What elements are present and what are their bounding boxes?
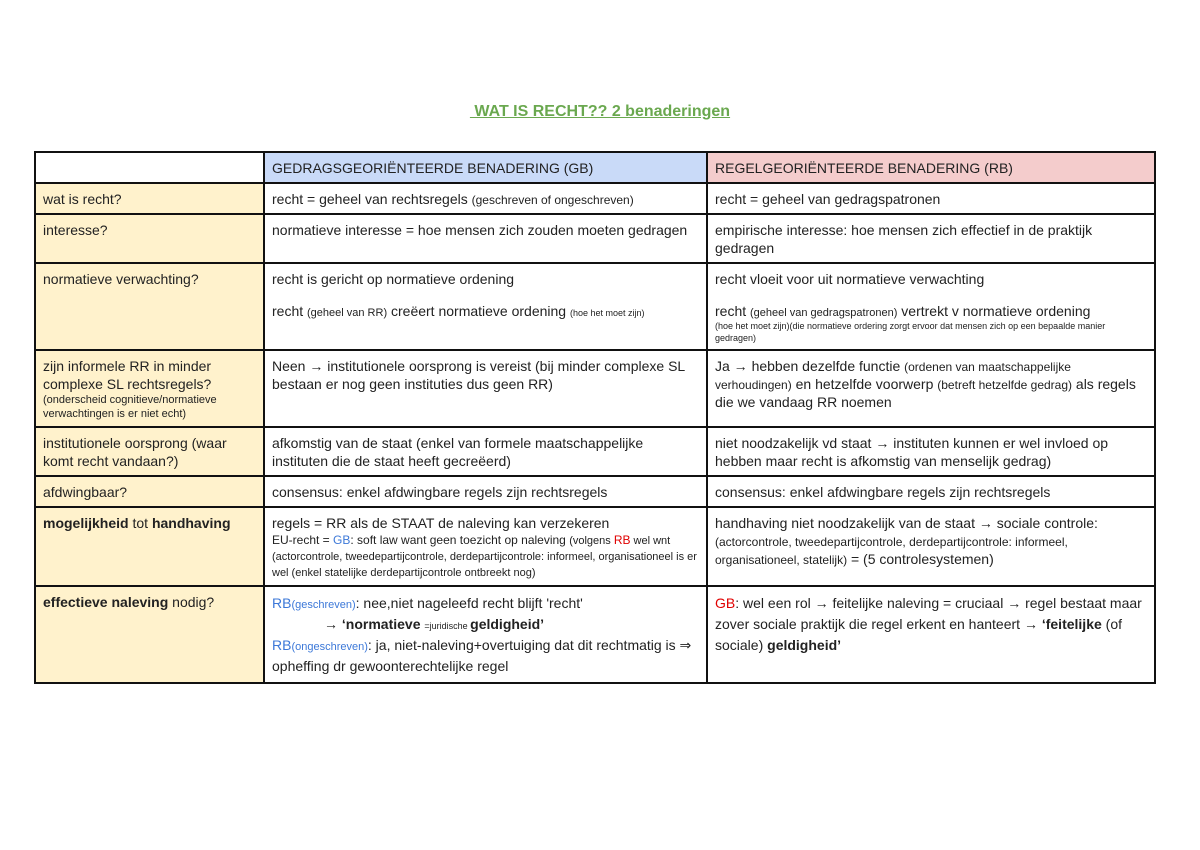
row-label <box>35 586 264 683</box>
row-label: normatieve verwachting? <box>35 263 264 350</box>
cell-note: (geschreven of ongeschreven) <box>471 193 634 207</box>
row-label-note: (onderscheid cognitieve/normatieve verwachtingen is er niet echt) <box>43 394 217 420</box>
cell-text: recht <box>272 303 308 319</box>
cell-line <box>272 593 699 614</box>
gb-cell: consensus: enkel afdwingbare regels zijn rechtsregels <box>264 476 707 507</box>
gb-cell: normatieve interesse = hoe mensen zich zouden moeten gedragen <box>264 214 707 263</box>
cell-text: vertrekt v normatieve ordening <box>897 303 1091 319</box>
row-label-text: nodig? <box>168 594 215 610</box>
rb-cell <box>707 263 1155 350</box>
row-label-text: zijn informele RR in minder complexe SL rechtsregels? <box>43 358 212 392</box>
cell-note: =juridische <box>424 621 471 631</box>
table-row <box>35 476 1155 507</box>
cell-text: : nee,niet nageleefd recht blijft 'recht' <box>355 595 583 611</box>
cell-text: Ja → hebben dezelfde functie <box>715 358 905 374</box>
header-empty-cell <box>35 152 264 183</box>
cell-line: regels = RR als de STAAT de naleving kan verzekeren <box>272 515 610 531</box>
rb-cell <box>707 350 1155 427</box>
row-label: institutionele oorsprong (waar komt recht vandaan?) <box>35 427 264 476</box>
table-row <box>35 507 1155 586</box>
cell-text: als regels die we vandaag RR noemen <box>715 376 1136 410</box>
row-label-bold: handhaving <box>151 515 231 531</box>
cell-text: geldigheid’ <box>767 637 842 653</box>
row-label: afdwingbaar? <box>35 476 264 507</box>
gb-cell <box>264 586 707 683</box>
cell-line: recht is gericht op normatieve ordening <box>272 271 515 287</box>
header-gb: GEDRAGSGEORIËNTEERDE BENADERING (GB) <box>264 152 707 183</box>
table-row <box>35 263 1155 350</box>
page-title: WAT IS RECHT?? 2 benaderingen <box>469 103 731 120</box>
row-label: interesse? <box>35 214 264 263</box>
cell-text: recht = geheel van rechtsregels <box>272 191 472 207</box>
rb-cell: consensus: enkel afdwingbare regels zijn rechtsregels <box>707 476 1155 507</box>
header-row <box>35 152 1155 183</box>
rb-tag: RB <box>613 533 631 547</box>
cell-note: (volgens <box>569 535 614 547</box>
cell-text: : soft law want geen toezicht op naleving <box>350 533 570 547</box>
rb-cell: recht = geheel van gedragspatronen <box>707 183 1155 214</box>
table-row <box>35 183 1155 214</box>
cell-line <box>715 302 1147 320</box>
gb-cell: afkomstig van de staat (enkel van formele maatschappelijke instituten die de staat heeft gecreëerd) <box>264 427 707 476</box>
gb-cell <box>264 183 707 214</box>
rb-tag-note: (geschreven) <box>291 599 356 611</box>
table-row <box>35 427 1155 476</box>
rb-cell: empirische interesse: hoe mensen zich effectief in de praktijk gedragen <box>707 214 1155 263</box>
gb-cell <box>264 507 707 586</box>
row-label-bold: mogelijkheid <box>43 515 129 531</box>
cell-note: wel wnt (actorcontrole, tweedepartijcontrole, derdepartijcontrole: informeel, organisationeel is er wel (enkel statelijke derdepartijcontrole ontbreekt nog) <box>272 535 697 579</box>
row-label-bold: effectieve naleving <box>43 594 169 610</box>
cell-text: ‘normatieve <box>341 616 425 632</box>
cell-text: (of sociale) <box>715 616 1122 653</box>
cell-note: (geheel van gedragspatronen) <box>750 307 898 319</box>
rb-tag: RB <box>272 637 292 653</box>
cell-note: (actorcontrole, tweedepartijcontrole, derdepartijcontrole: informeel, organisationeel, statelijk) <box>715 535 1068 567</box>
rb-tag-note: (ongeschreven) <box>291 641 368 653</box>
arrow-icon: → <box>324 616 342 632</box>
cell-text: recht <box>715 303 751 319</box>
cell-note: (hoe het moet zijn)(die normatieve ordering zorgt ervoor dat mensen zich op een bepaalde manier gedragen) <box>715 321 1106 343</box>
cell-line <box>272 302 699 322</box>
cell-note: (hoe het moet zijn) <box>569 308 645 318</box>
table-row <box>35 586 1155 683</box>
cell-line: recht vloeit voor uit normatieve verwachting <box>715 271 985 287</box>
cell-line <box>272 614 699 635</box>
rb-cell <box>707 507 1155 586</box>
gb-tag: GB <box>333 533 351 547</box>
cell-note: (geheel van RR) <box>307 307 388 319</box>
cell-note: (ordenen van maatschappelijke verhoudingen) <box>715 360 1071 392</box>
cell-text: geldigheid’ <box>470 616 545 632</box>
cell-line <box>272 635 699 677</box>
cell-text: handhaving niet noodzakelijk van de staat → sociale controle: <box>715 515 1098 531</box>
cell-text: en hetzelfde voorwerp <box>791 376 938 392</box>
row-label <box>35 507 264 586</box>
cell-text: creëert normatieve ordening <box>387 303 570 319</box>
row-label-text: tot <box>128 515 152 531</box>
cell-text: ‘feitelijke <box>1041 616 1102 632</box>
comparison-table <box>34 151 1156 684</box>
table-row <box>35 350 1155 427</box>
row-label <box>35 350 264 427</box>
rb-cell <box>707 586 1155 683</box>
cell-text: EU-recht = <box>272 533 334 547</box>
gb-tag: GB <box>715 595 736 611</box>
cell-note: (betreft hetzelfde gedrag) <box>937 378 1073 392</box>
table-row <box>35 214 1155 263</box>
cell-text: : ja, niet-naleving+overtuiging dat dit rechtmatig is ⇒ opheffing dr gewoonterechtelijke regel <box>272 637 692 674</box>
cell-line <box>272 532 699 580</box>
rb-tag: RB <box>272 595 292 611</box>
gb-cell <box>264 263 707 350</box>
gb-cell: Neen → institutionele oorsprong is vereist (bij minder complexe SL bestaan er nog geen instituties dus geen RR) <box>264 350 707 427</box>
cell-text: = (5 controlesystemen) <box>847 551 994 567</box>
header-rb: REGELGEORIËNTEERDE BENADERING (RB) <box>707 152 1155 183</box>
cell-text: : wel een rol → feitelijke naleving = cruciaal → regel bestaat maar zover sociale praktijk die regel erkent en hanteert → <box>715 595 1142 632</box>
rb-cell: niet noodzakelijk vd staat → instituten kunnen er wel invloed op hebben maar recht is afkomstig van menselijk gedrag) <box>707 427 1155 476</box>
row-label: wat is recht? <box>35 183 264 214</box>
